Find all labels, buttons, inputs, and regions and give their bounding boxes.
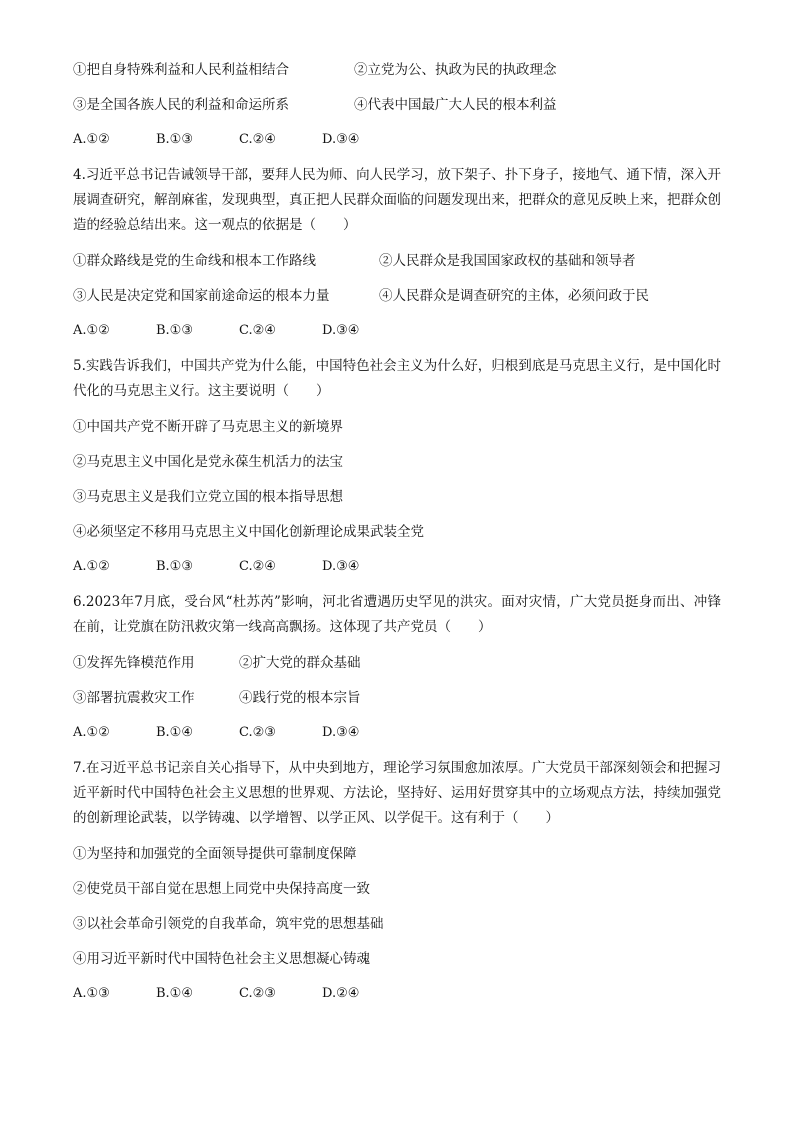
q4-choice-d: D.③④ [322,323,360,338]
q5-option-2: ②马克思主义中国化是党永葆生机活力的法宝 [73,454,343,470]
q4-option-4: ④人民群众是调查研究的主体，必须问政于民 [379,288,649,304]
q4-option-1: ①群众路线是党的生命线和根本工作路线 [73,253,316,269]
q7-option-1: ①为坚持和加强党的全面领导提供可靠制度保障 [73,846,357,862]
q5-choice-d: D.③④ [322,559,360,574]
q5-choices [73,555,723,579]
q4-option-3: ③人民是决定党和国家前途命运的根本力量 [73,288,330,304]
q3-options-row-1 [73,58,723,82]
q5-stem: 5.实践告诉我们，中国共产党为什么能，中国特色社会主义为什么好，归根到底是马克思主义行，是中国化时代化的马克思主义行。这主要说明（ ） [73,358,721,399]
q4-option-2: ②人民群众是我国国家政权的基础和领导者 [379,253,636,269]
q4-choice-b: B.①③ [156,323,193,338]
q7-choice-a: A.①③ [73,986,110,1001]
q7-choice-c: C.②③ [239,986,276,1001]
q4-choice-a: A.①② [73,323,110,338]
q5-choice-c: C.②④ [239,559,276,574]
q6-option-3: ③部署抗震救灾工作 [73,690,195,706]
q7-choice-b: B.①④ [156,986,193,1001]
q7-option-3: ③以社会革命引领党的自我革命，筑牢党的思想基础 [73,916,384,932]
q3-choice-c: C.②④ [239,132,276,147]
q4-options-row-1 [73,249,723,273]
q6-stem: 6.2023年7月底，受台风“杜苏芮”影响，河北省遭遇历史罕见的洪灾。面对灾情，广大党员挺身而出、冲锋在前，让党旗在防汛救灾第一线高高飘扬。这体现了共产党员（ ） [73,594,721,635]
q3-choice-b: B.①③ [156,132,193,147]
q6-option-2: ②扩大党的群众基础 [239,655,361,671]
q3-options-row-2 [73,93,723,117]
q6-options-row-1 [73,651,723,675]
exam-page [73,58,723,1006]
q5-option-3: ③马克思主义是我们立党立国的根本指导思想 [73,489,343,505]
q5-choice-a: A.①② [73,559,110,574]
q7-choice-d: D.②④ [322,986,360,1001]
q7-stem: 7.在习近平总书记亲自关心指导下，从中央到地方，理论学习氛围愈加浓厚。广大党员干部深刻领会和把握习近平新时代中国特色社会主义思想的世界观、方法论，坚持好、运用好贯穿其中的立场观点方法，持续加强党的创新理论武装，以学铸魂、以学增智、以学正风、以学促干。这有利于（ ） [73,760,721,826]
q6-option-4: ④践行党的根本宗旨 [239,690,361,706]
q6-option-1: ①发挥先锋模范作用 [73,655,195,671]
q3-option-4: ④代表中国最广大人民的根本利益 [354,97,557,113]
q3-option-2: ②立党为公、执政为民的执政理念 [354,62,557,78]
q7-option-2: ②使党员干部自觉在思想上同党中央保持高度一致 [73,881,370,897]
q4-choices [73,319,723,343]
q5-option-4: ④必须坚定不移用马克思主义中国化创新理论成果武装全党 [73,524,424,540]
q3-option-3: ③是全国各族人民的利益和命运所系 [73,97,289,113]
q3-option-1: ①把自身特殊利益和人民利益相结合 [73,62,289,78]
q3-choice-a: A.①② [73,132,110,147]
q6-choice-a: A.①② [73,725,110,740]
q4-stem: 4.习近平总书记告诫领导干部，要拜人民为师、向人民学习，放下架子、扑下身子，接地气、通下情，深入开展调查研究，解剖麻雀，发现典型，真正把人民群众面临的问题发现出来，把群众的意见反映上来，把群众创造的经验总结出来。这一观点的依据是（ ） [73,167,721,233]
q6-options-row-2 [73,686,723,710]
q7-choices [73,982,723,1006]
q6-choice-d: D.③④ [322,725,360,740]
q4-choice-c: C.②④ [239,323,276,338]
q6-choice-c: C.②③ [239,725,276,740]
q5-option-1: ①中国共产党不断开辟了马克思主义的新境界 [73,419,343,435]
q5-choice-b: B.①③ [156,559,193,574]
q3-choices [73,128,723,152]
q3-choice-d: D.③④ [322,132,360,147]
q4-options-row-2 [73,284,723,308]
q6-choices [73,721,723,745]
q6-choice-b: B.①④ [156,725,193,740]
q7-option-4: ④用习近平新时代中国特色社会主义思想凝心铸魂 [73,951,370,967]
